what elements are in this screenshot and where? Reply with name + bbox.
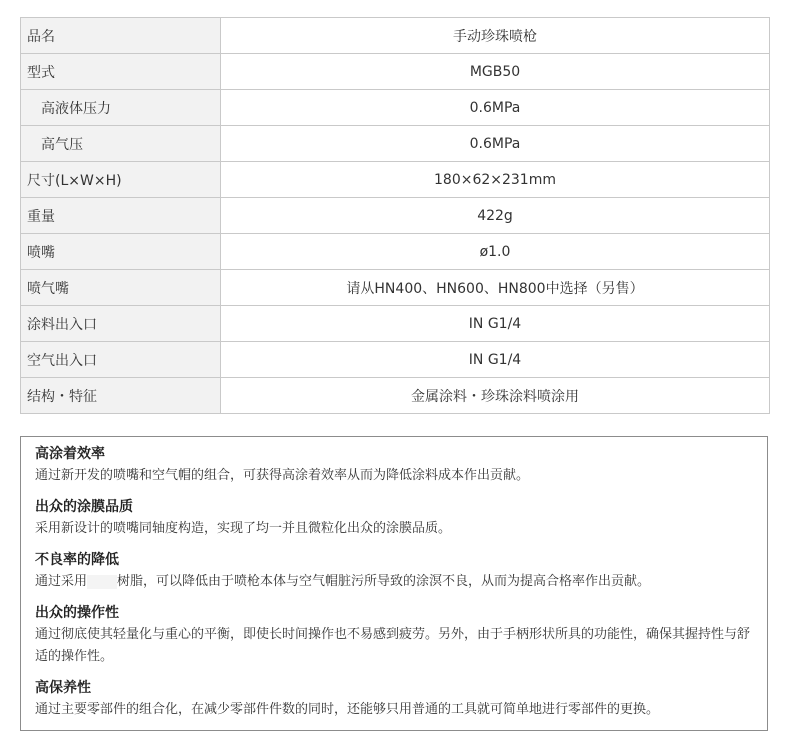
- features-box: [20, 436, 768, 731]
- table-row: [21, 234, 770, 270]
- row-value: 手动珍珠喷枪: [221, 18, 770, 54]
- redacted-gap: [87, 575, 117, 589]
- feature-desc: [35, 571, 753, 593]
- table-row: [21, 306, 770, 342]
- table-row: [21, 378, 770, 414]
- row-value: ø1.0: [221, 234, 770, 270]
- table-row: [21, 18, 770, 54]
- row-value: 0.6MPa: [221, 90, 770, 126]
- table-row: [21, 270, 770, 306]
- row-label: 高液体压力: [21, 90, 221, 126]
- row-label: 空气出入口: [21, 342, 221, 378]
- row-value: MGB50: [221, 54, 770, 90]
- feature-title: 高涂着效率: [35, 446, 105, 462]
- row-value: 0.6MPa: [221, 126, 770, 162]
- feature-item: [35, 498, 753, 540]
- feature-title: 出众的操作性: [35, 605, 119, 621]
- feature-item: [35, 679, 753, 721]
- table-row: [21, 126, 770, 162]
- row-label: 涂料出入口: [21, 306, 221, 342]
- row-label: 喷嘴: [21, 234, 221, 270]
- feature-item: [35, 445, 753, 487]
- row-label: 品名: [21, 18, 221, 54]
- table-row: [21, 90, 770, 126]
- row-label: 喷气嘴: [21, 270, 221, 306]
- row-label: 高气压: [21, 126, 221, 162]
- table-row: [21, 342, 770, 378]
- feature-item: [35, 604, 753, 668]
- feature-item: [35, 551, 753, 593]
- feature-desc: 通过彻底使其轻量化与重心的平衡，即使长时间操作也不易感到疲劳。另外，由于手柄形状所具的功能性，确保其握持性与舒适的操作性。: [35, 627, 751, 664]
- row-value: IN G1/4: [221, 306, 770, 342]
- row-value: 422g: [221, 198, 770, 234]
- feature-desc-part: 通过采用: [35, 574, 88, 589]
- spec-table: [20, 17, 770, 414]
- row-label: 尺寸(L×W×H): [21, 162, 221, 198]
- table-row: [21, 54, 770, 90]
- feature-title: 高保养性: [35, 680, 91, 696]
- feature-title: 不良率的降低: [35, 552, 119, 568]
- feature-desc: 通过新开发的喷嘴和空气帽的组合，可获得高涂着效率从而为降低涂料成本作出贡献。: [35, 468, 530, 483]
- row-label: 结构・特征: [21, 378, 221, 414]
- feature-title: 出众的涂膜品质: [35, 499, 133, 515]
- feature-desc-part: 树脂，可以降低由于喷枪本体与空气帽脏污所导致的涂溟不良，从而为提高合格率作出贡献。: [117, 574, 651, 589]
- row-value: 金属涂料・珍珠涂料喷涂用: [221, 378, 770, 414]
- row-value: 请从HN400、HN600、HN800中选择（另售）: [221, 270, 770, 306]
- table-row: [21, 198, 770, 234]
- row-label: 重量: [21, 198, 221, 234]
- row-label: 型式: [21, 54, 221, 90]
- feature-desc: 通过主要零部件的组合化，在减少零部件件数的同时，还能够只用普通的工具就可简单地进行零部件的更换。: [35, 702, 660, 717]
- row-value: 180×62×231mm: [221, 162, 770, 198]
- feature-desc: 采用新设计的喷嘴同轴度构造，实现了均一并且微粒化出众的涂膜品质。: [35, 521, 452, 536]
- row-value: IN G1/4: [221, 342, 770, 378]
- table-row: [21, 162, 770, 198]
